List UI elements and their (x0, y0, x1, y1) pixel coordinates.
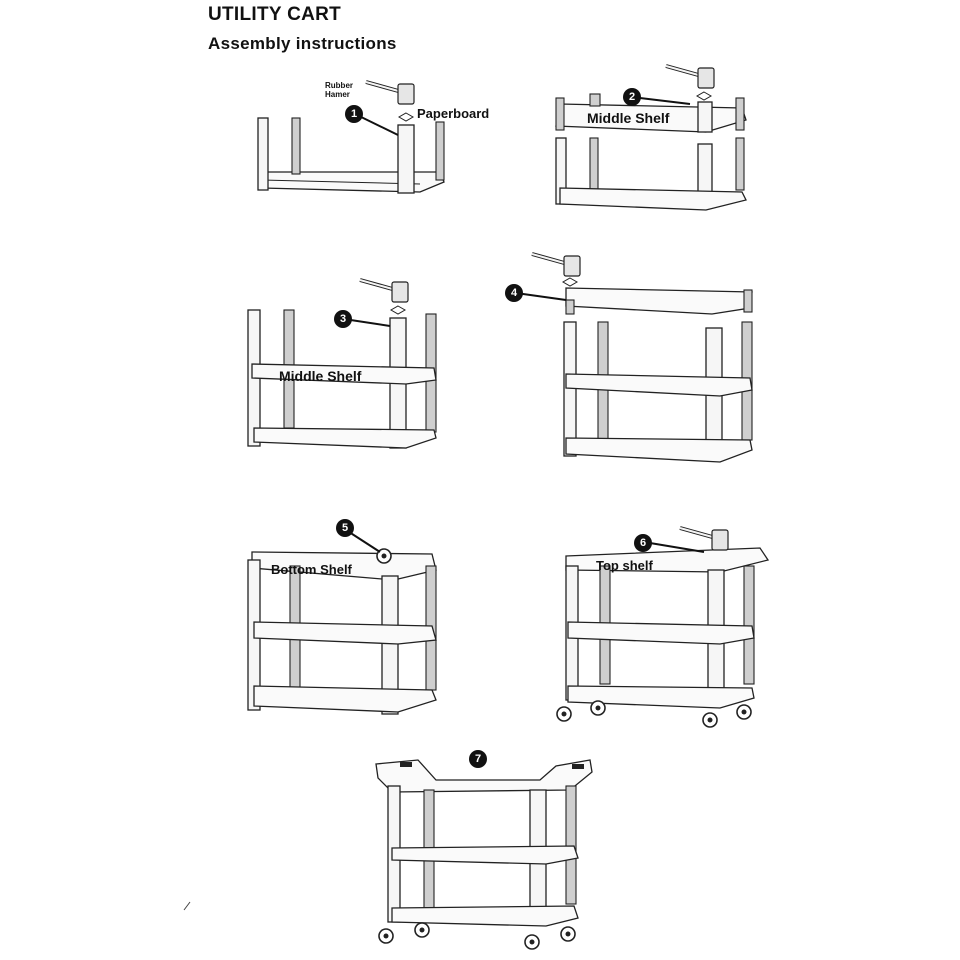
rubber-hammer-icon (360, 280, 408, 302)
middle-shelf-label-2: Middle Shelf (279, 368, 362, 384)
step-5-number: 5 (341, 522, 349, 534)
step-1-number: 1 (350, 108, 358, 120)
rubber-hammer-icon (680, 528, 728, 550)
rubber-hammer-label-2: Hamer (325, 90, 350, 99)
step-4-number: 4 (510, 287, 518, 299)
step-2-number: 2 (628, 91, 636, 103)
step-3-figure (248, 280, 436, 448)
step4-top-shelf (566, 288, 752, 314)
paperboard-label: Paperboard (417, 106, 490, 121)
step-7-figure (376, 750, 592, 949)
caster-wheel-icon (591, 701, 605, 715)
page-subtitle: Assembly instructions (208, 34, 397, 53)
step-4-figure (505, 254, 752, 462)
caster-wheel-icon (703, 713, 717, 727)
top-shelf-label: Top shelf (596, 558, 653, 573)
step-1-figure (258, 81, 489, 193)
middle-shelf-label: Middle Shelf (587, 110, 670, 126)
rubber-hammer-label: Rubber (325, 81, 353, 90)
step-6-figure (557, 528, 768, 727)
rubber-hammer-icon (532, 254, 580, 276)
rubber-hammer-icon (366, 82, 414, 104)
step1-post (436, 122, 444, 180)
step1-post (292, 118, 300, 174)
paperboard-icon (563, 278, 577, 286)
paperboard-icon (399, 113, 413, 121)
paperboard-icon (697, 92, 711, 100)
bottom-shelf-label: Bottom Shelf (271, 562, 352, 577)
step-6-number: 6 (639, 537, 647, 549)
step1-post (258, 118, 268, 190)
stray-mark (184, 902, 190, 910)
caster-wheel-icon (737, 705, 751, 719)
page-title: UTILITY CART (208, 4, 342, 25)
step1-post (398, 125, 414, 193)
step-3-number: 3 (339, 313, 347, 325)
step-2-figure (556, 66, 746, 210)
step-7-number: 7 (474, 753, 482, 765)
caster-wheel-icon (557, 707, 571, 721)
paperboard-icon (391, 306, 405, 314)
step-5-figure (248, 519, 436, 714)
caster-wheel-icon (525, 935, 539, 949)
caster-wheel-icon (561, 927, 575, 941)
caster-wheel-icon (415, 923, 429, 937)
caster-wheel-icon (379, 929, 393, 943)
rubber-hammer-icon (666, 66, 714, 88)
